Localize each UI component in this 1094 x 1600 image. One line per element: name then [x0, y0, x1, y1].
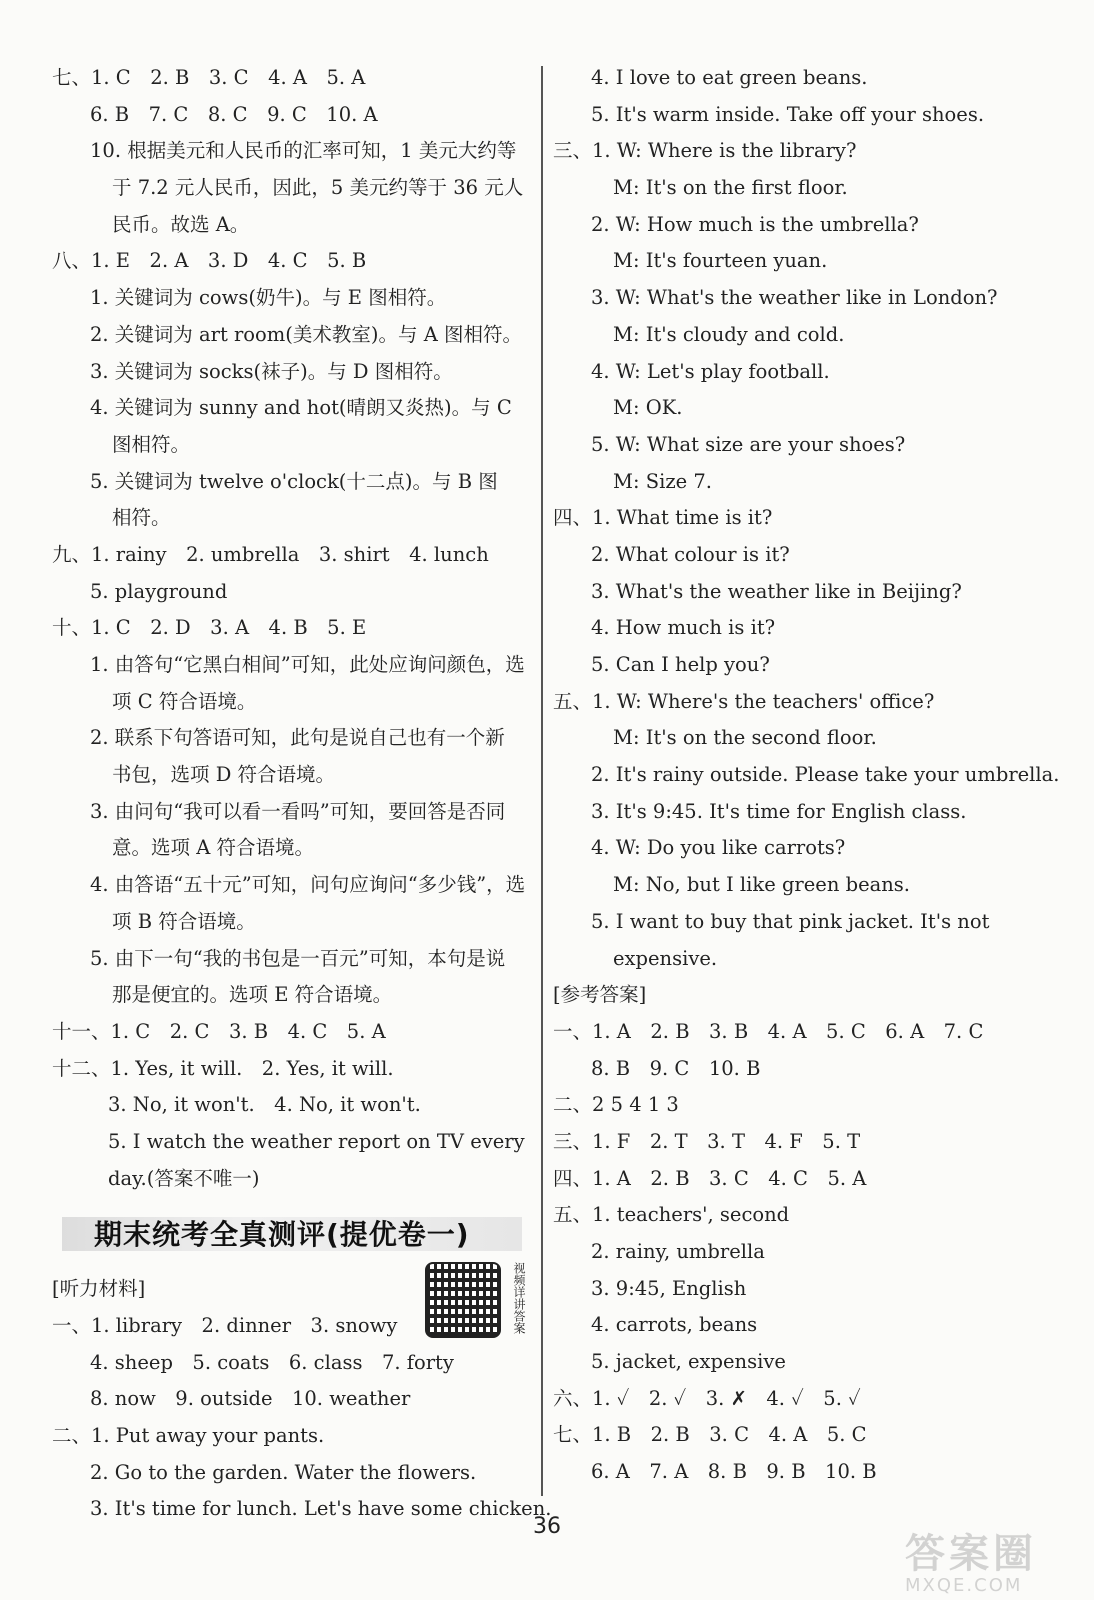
text-line: 于 7.2 元人民币，因此，5 美元约等于 36 元人: [112, 176, 524, 200]
text-line: 6. A 7. A 8. B 9. B 10. B: [591, 1460, 877, 1484]
text-line: 3. What's the weather like in Beijing?: [591, 579, 962, 603]
text-line: M: OK.: [613, 396, 683, 420]
text-line: M: It's on the first floor.: [613, 176, 848, 200]
text-line: M: It's on the second floor.: [613, 726, 877, 750]
text-line: 民币。故选 A。: [112, 212, 250, 236]
text-line: 意。选项 A 符合语境。: [112, 836, 314, 860]
text-line: 5. 关键词为 twelve o'clock(十二点)。与 B 图: [90, 469, 498, 493]
text-line: 5. W: What size are your shoes?: [591, 432, 906, 456]
section-title: 期末统考全真测评(提优卷一): [94, 1218, 470, 1252]
text-line: 八、1. E 2. A 3. D 4. C 5. B: [52, 249, 367, 273]
text-line: 5. jacket, expensive: [591, 1350, 786, 1374]
text-line: 四、1. What time is it?: [553, 506, 773, 530]
page-number: 36: [533, 1514, 561, 1539]
text-line: 项 C 符合语境。: [112, 689, 257, 713]
text-line: 5. Can I help you?: [591, 653, 770, 676]
text-line: M: It's cloudy and cold.: [613, 322, 845, 346]
text-line: 十二、1. Yes, it will. 2. Yes, it will.: [52, 1056, 394, 1080]
text-line: [参考答案]: [553, 983, 647, 1007]
text-line: 3. 关键词为 socks(袜子)。与 D 图相符。: [90, 359, 453, 383]
text-line: 10. 根据美元和人民币的汇率可知，1 美元大约等: [90, 139, 517, 163]
watermark-logo: [905, 1522, 1075, 1596]
text-line: 书包，选项 D 符合语境。: [112, 763, 336, 787]
text-line: 十、1. C 2. D 3. A 4. B 5. E: [52, 616, 367, 640]
text-line: 二、1. Put away your pants.: [52, 1424, 325, 1448]
text-line: 相符。: [112, 506, 171, 530]
text-line: 九、1. rainy 2. umbrella 3. shirt 4. lunch: [52, 542, 489, 566]
text-line: 2. 关键词为 art room(美术教室)。与 A 图相符。: [90, 322, 522, 346]
text-line: 2. Go to the garden. Water the flowers.: [90, 1460, 477, 1484]
text-line: 6. B 7. C 8. C 9. C 10. A: [90, 102, 378, 126]
text-line: 3. It's time for lunch. Let's have some chicken.: [90, 1497, 552, 1521]
text-line: 那是便宜的。选项 E 符合语境。: [112, 983, 393, 1007]
text-line: 4. carrots, beans: [591, 1313, 758, 1337]
text-line: 4. W: Do you like carrots?: [591, 836, 846, 860]
text-line: 3. 由问句“我可以看一看吗”可知，要回答是否同: [90, 799, 506, 823]
text-line: 4. W: Let's play football.: [591, 359, 830, 383]
text-line: day.(答案不唯一): [108, 1166, 260, 1190]
text-line: 4. How much is it?: [591, 616, 776, 640]
text-line: M: It's fourteen yuan.: [613, 249, 828, 273]
text-line: 一、1. A 2. B 3. B 4. A 5. C 6. A 7. C: [553, 1019, 984, 1043]
qr-code-icon[interactable]: [425, 1262, 501, 1338]
text-line: 3. W: What's the weather like in London?: [591, 286, 998, 310]
qr-caption: 视频详讲答案: [512, 1262, 526, 1334]
text-line: 4. 关键词为 sunny and hot(晴朗又炎热)。与 C: [90, 396, 512, 420]
text-line: 5. I watch the weather report on TV every: [108, 1129, 525, 1153]
text-line: M: Size 7.: [613, 469, 712, 493]
text-line: 五、1. W: Where's the teachers' office?: [553, 689, 935, 713]
text-line: 七、1. C 2. B 3. C 4. A 5. A: [52, 66, 366, 89]
text-line: 三、1. F 2. T 3. T 4. F 5. T: [553, 1129, 861, 1153]
text-line: 2. What colour is it?: [591, 542, 790, 566]
text-line: 一、1. library 2. dinner 3. snowy: [52, 1314, 398, 1337]
text-line: 五、1. teachers', second: [553, 1203, 790, 1227]
watermark-url: MXQE.COM: [905, 1575, 1023, 1596]
text-line: 4. sheep 5. coats 6. class 7. forty: [90, 1350, 454, 1374]
text-line: 三、1. W: Where is the library?: [553, 139, 857, 163]
text-line: 图相符。: [112, 432, 191, 456]
text-line: 8. now 9. outside 10. weather: [90, 1387, 411, 1411]
text-line: 4. I love to eat green beans.: [591, 66, 868, 89]
text-line: 5. I want to buy that pink jacket. It's not: [591, 909, 990, 933]
watermark-text: 答案圈: [905, 1531, 1037, 1577]
section-banner: [52, 1207, 532, 1263]
text-line: 8. B 9. C 10. B: [591, 1056, 761, 1080]
text-line: 2. W: How much is the umbrella?: [591, 212, 919, 236]
text-line: 1. 关键词为 cows(奶牛)。与 E 图相符。: [90, 286, 447, 310]
text-line: 3. It's 9:45. It's time for English class.: [591, 799, 967, 823]
text-line: 四、1. A 2. B 3. C 4. C 5. A: [553, 1166, 867, 1190]
text-line: 5. It's warm inside. Take off your shoes.: [591, 102, 985, 126]
text-line: 六、1. ✓ 2. ✓ 3. ✗ 4. ✓ 5. ✓: [553, 1386, 861, 1410]
text-line: expensive.: [613, 946, 718, 970]
text-line: 3. 9:45, English: [591, 1276, 747, 1300]
text-line: 1. 由答句“它黑白相间”可知，此处应询问颜色，选: [90, 653, 525, 676]
text-line: 2. It's rainy outside. Please take your umbrella.: [591, 763, 1060, 787]
text-line: M: No, but I like green beans.: [613, 873, 910, 897]
text-line: 4. 由答语“五十元”可知，问句应询问“多少钱”，选: [90, 873, 526, 897]
text-line: 项 B 符合语境。: [112, 909, 256, 933]
text-line: 5. playground: [90, 579, 228, 603]
text-line: 七、1. B 2. B 3. C 4. A 5. C: [553, 1423, 867, 1447]
text-line: 十一、1. C 2. C 3. B 4. C 5. A: [52, 1019, 386, 1043]
right-column: [553, 60, 1060, 1491]
text-line: 2. rainy, umbrella: [591, 1240, 765, 1263]
text-line: 二、2 5 4 1 3: [553, 1093, 679, 1117]
text-line: 2. 联系下句答语可知，此句是说自己也有一个新: [90, 726, 505, 750]
text-line: 5. 由下一句“我的书包是一百元”可知，本句是说: [90, 946, 506, 970]
column-divider: [541, 66, 543, 1496]
text-line: [听力材料]: [52, 1277, 146, 1301]
text-line: 3. No, it won't. 4. No, it won't.: [108, 1093, 421, 1117]
